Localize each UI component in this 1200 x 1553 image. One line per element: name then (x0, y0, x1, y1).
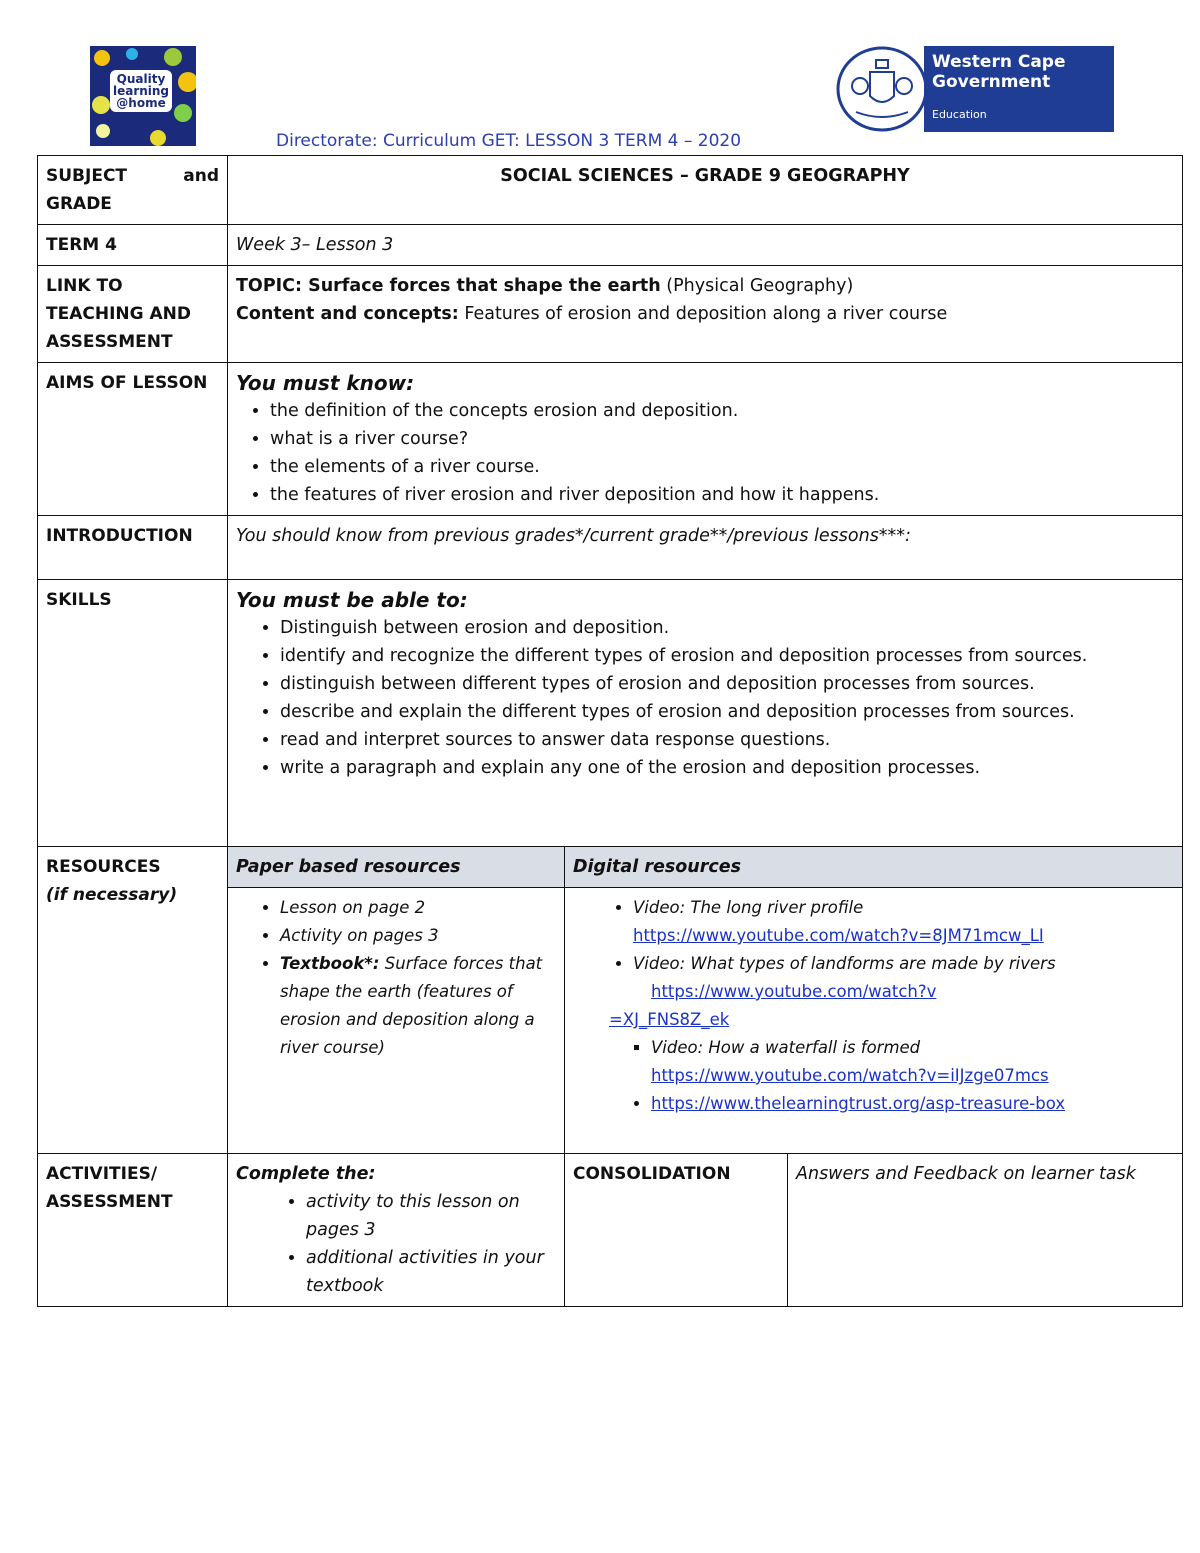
western-cape-government-logo (836, 46, 1114, 132)
list-item: • additional activities in your textbook (306, 1244, 556, 1300)
subject-row (38, 156, 1183, 225)
list-item: • the features of river erosion and river deposition and how it happens. (270, 481, 1174, 509)
list-item: • identify and recognize the different types of erosion and deposition processes from sources. (280, 642, 1174, 670)
resources-header-row (38, 847, 1183, 888)
list-item: • Distinguish between erosion and deposition. (280, 614, 1174, 642)
activities-value (228, 1154, 565, 1307)
intro-value: You should know from previous grades*/current grade**/previous lessons***: (228, 516, 1183, 580)
video-link-river-profile[interactable]: https://www.youtube.com/watch?v=8JM71mcw_LI (633, 926, 1044, 945)
paper-list (236, 894, 556, 1062)
intro-label: INTRODUCTION (38, 516, 228, 580)
list-item: • activity to this lesson on pages 3 (306, 1188, 556, 1244)
digital-list-2 (573, 1034, 1174, 1118)
list-item: • Activity on pages 3 (280, 922, 556, 950)
list-item: • Textbook*: Surface forces that shape the earth (features of erosion and deposition along a river course) (280, 950, 556, 1062)
paper-resources-header: Paper based resources (228, 847, 565, 888)
list-item: • the definition of the concepts erosion and deposition. (270, 397, 1174, 425)
aims-label: AIMS OF LESSON (38, 363, 228, 516)
lesson-table (37, 155, 1183, 1307)
activities-list (236, 1188, 556, 1300)
digital-resources (565, 888, 1183, 1154)
skills-heading: You must be able to: (236, 588, 468, 612)
aims-value (228, 363, 1183, 516)
list-item: • what is a river course? (270, 425, 1174, 453)
topic-label: TOPIC: Surface forces that shape the earth (236, 276, 661, 296)
term-value: Week 3– Lesson 3 (228, 225, 1183, 266)
subject-label: SUBJECT and GRADE (38, 156, 228, 225)
consolidation-label: CONSOLIDATION (565, 1154, 788, 1307)
skills-row (38, 580, 1183, 847)
link-label: LINK TO TEACHING AND ASSESSMENT (38, 266, 228, 363)
list-item: • Lesson on page 2 (280, 894, 556, 922)
digital-list (573, 894, 1174, 1006)
activities-label: ACTIVITIES/ ASSESSMENT (38, 1154, 228, 1307)
list-item: ▪ Video: How a waterfall is formed https://www.youtube.com/watch?v=iIJzge07mcs (651, 1034, 1174, 1090)
list-item: • Video: The long river profile https://www.youtube.com/watch?v=8JM71mcw_LI (633, 894, 1174, 950)
link-value (228, 266, 1183, 363)
logo-line-1: Western Cape (932, 52, 1066, 72)
video-link-landforms-cont[interactable]: =XJ_FNS8Z_ek (609, 1010, 730, 1029)
consolidation-value: Answers and Feedback on learner task (788, 1154, 1183, 1307)
logo-line-2: Government (932, 72, 1051, 92)
digital-resources-header: Digital resources (565, 847, 1183, 888)
content-label: Content and concepts: (236, 304, 459, 324)
activities-heading: Complete the: (236, 1164, 376, 1184)
aims-heading: You must know: (236, 371, 415, 395)
logo-line-3: Education (932, 108, 987, 121)
video-link-landforms[interactable]: https://www.youtube.com/watch?v (651, 982, 937, 1001)
link-row (38, 266, 1183, 363)
content-value: Features of erosion and deposition along a river course (458, 304, 948, 324)
intro-row (38, 516, 1183, 580)
term-row (38, 225, 1183, 266)
aims-row (38, 363, 1183, 516)
logo-text: Quality learning @home (110, 70, 172, 112)
list-item: • describe and explain the different types of erosion and deposition processes from sources. (280, 698, 1174, 726)
directorate-heading: Directorate: Curriculum GET: LESSON 3 TERM 4 – 2020 (276, 131, 742, 151)
term-label: TERM 4 (38, 225, 228, 266)
aims-list (236, 397, 1174, 509)
subject-value: SOCIAL SCIENCES – GRADE 9 GEOGRAPHY (228, 156, 1183, 225)
activities-row (38, 1154, 1183, 1307)
skills-label: SKILLS (38, 580, 228, 847)
list-item: • read and interpret sources to answer data response questions. (280, 726, 1174, 754)
resources-label: RESOURCES (if necessary) (38, 847, 228, 1154)
list-item: • write a paragraph and explain any one of the erosion and deposition processes. (280, 754, 1174, 782)
quality-learning-logo (90, 46, 196, 146)
skills-list (236, 614, 1174, 782)
list-item: • Video: What types of landforms are made by rivers https://www.youtube.com/watch?v (633, 950, 1174, 1006)
skills-value (228, 580, 1183, 847)
paper-resources (228, 888, 565, 1154)
learning-trust-link[interactable]: https://www.thelearningtrust.org/asp-treasure-box (651, 1094, 1066, 1113)
list-item: • distinguish between different types of erosion and deposition processes from sources. (280, 670, 1174, 698)
video-link-waterfall[interactable]: https://www.youtube.com/watch?v=iIJzge07mcs (651, 1066, 1049, 1085)
list-item (651, 1090, 1174, 1118)
list-item: • the elements of a river course. (270, 453, 1174, 481)
coat-of-arms-icon (836, 46, 928, 132)
topic-suffix: (Physical Geography) (660, 276, 854, 296)
